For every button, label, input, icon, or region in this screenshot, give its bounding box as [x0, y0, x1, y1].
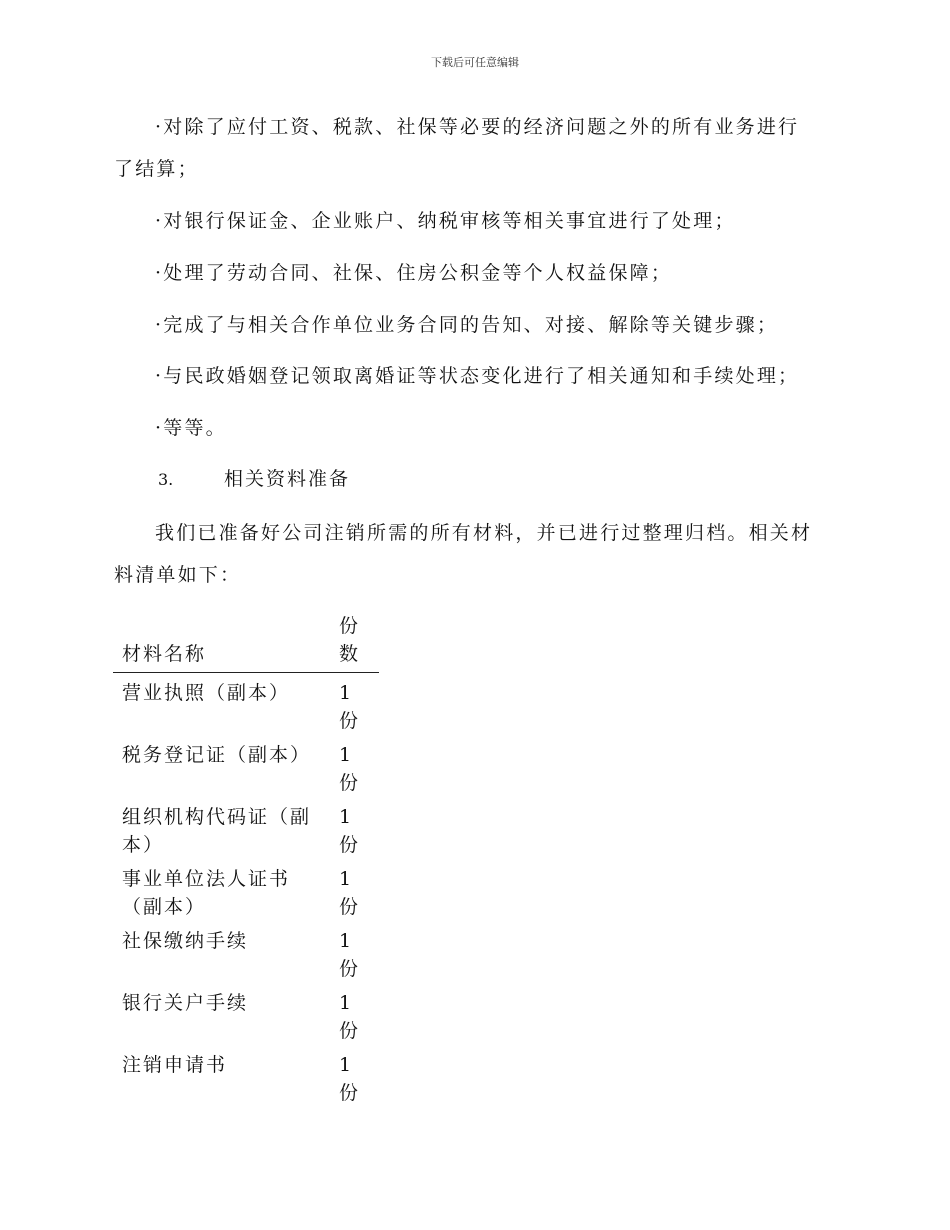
intro-line1: 我们已准备好公司注销所需的所有材料，并已进行过整理归档。相关材 [155, 522, 813, 544]
row-name: 注销申请书 [122, 1054, 228, 1076]
header-count [328, 612, 379, 673]
paragraph-bank: ·对银行保证金、企业账户、纳税审核等相关事宜进行了处理； [155, 210, 736, 232]
row-unit: 份 [339, 1082, 361, 1104]
section-number: 3. [158, 470, 174, 489]
row-name-cont: （副本） [122, 896, 207, 918]
paragraph-civil: ·与民政婚姻登记领取离婚证等状态变化进行了相关通知和手续处理； [155, 365, 800, 387]
paragraph-settlement-line1: ·对除了应付工资、税款、社保等必要的经济问题之外的所有业务进行 [155, 116, 800, 138]
table-row [113, 735, 379, 797]
header-count-line1: 份 [339, 615, 361, 637]
header-count-line2: 数 [339, 643, 361, 665]
row-name: 营业执照（副本） [122, 682, 291, 704]
row-name: 银行关户手续 [122, 992, 249, 1014]
row-unit: 份 [339, 834, 361, 856]
row-count: 1 [339, 806, 354, 828]
table-row [113, 797, 379, 859]
section-heading [158, 463, 350, 496]
table-row [113, 673, 379, 736]
row-name: 组织机构代码证（副 [122, 806, 312, 828]
row-unit: 份 [339, 710, 361, 732]
table-row [113, 983, 379, 1045]
paragraph-settlement-line2: 了结算； [114, 158, 199, 180]
paragraph-contracts: ·完成了与相关合作单位业务合同的告知、对接、解除等关键步骤； [155, 314, 779, 336]
table-row [113, 1045, 379, 1107]
paragraph-etc: ·等等。 [155, 417, 227, 439]
header-name: 材料名称 [113, 612, 328, 673]
row-unit: 份 [339, 896, 361, 918]
row-name: 社保缴纳手续 [122, 930, 249, 952]
row-count: 1 [339, 1054, 354, 1076]
materials-table [113, 612, 379, 1107]
row-name-cont: 本） [122, 834, 165, 856]
table-row [113, 859, 379, 921]
row-unit: 份 [339, 1020, 361, 1042]
intro-line2: 料清单如下： [114, 564, 242, 586]
row-unit: 份 [339, 772, 361, 794]
row-count: 1 [339, 744, 354, 766]
row-count: 1 [339, 868, 354, 890]
table-header-row [113, 612, 379, 673]
paragraph-labor: ·处理了劳动合同、社保、住房公积金等个人权益保障； [155, 262, 673, 284]
row-unit: 份 [339, 958, 361, 980]
table-row [113, 921, 379, 983]
row-name: 事业单位法人证书 [122, 868, 291, 890]
row-count: 1 [339, 682, 354, 704]
page-header: 下载后可任意编辑 [431, 56, 519, 69]
row-name: 税务登记证（副本） [122, 744, 312, 766]
row-count: 1 [339, 992, 354, 1014]
row-count: 1 [339, 930, 354, 952]
section-title: 相关资料准备 [224, 468, 351, 490]
